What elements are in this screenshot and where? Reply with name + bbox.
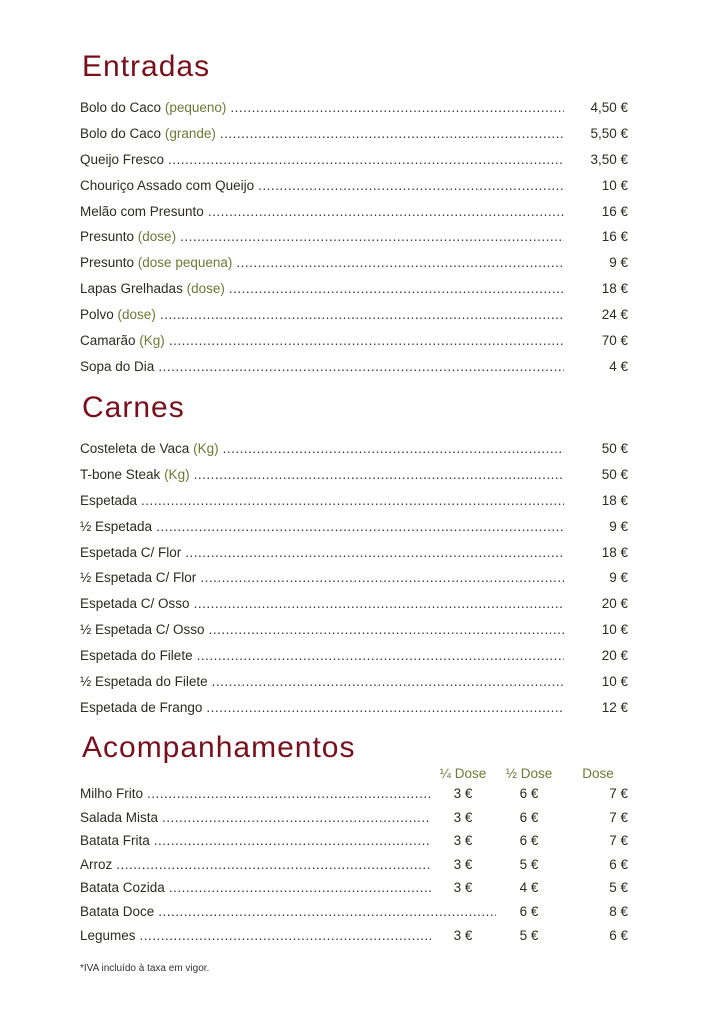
header-quarter-dose: ¼ Dose	[439, 766, 487, 781]
item-price: 50 €	[601, 441, 628, 456]
dot-leader	[169, 333, 564, 348]
item-label: Camarão	[80, 333, 136, 349]
price-quarter: 3 €	[453, 833, 473, 849]
item-name	[80, 467, 190, 482]
price-quarter: 3 €	[453, 786, 473, 801]
item-name	[80, 622, 205, 637]
item-label: Bolo do Caco	[80, 125, 162, 141]
section-title-entradas: Entradas	[82, 50, 211, 83]
header-dose: Dose	[582, 766, 614, 781]
dot-leader	[223, 441, 564, 456]
price-half: 6 €	[519, 903, 539, 919]
item-price: 10 €	[601, 177, 628, 193]
item-price: 12 €	[601, 699, 628, 715]
item-name	[80, 100, 226, 115]
item-name	[80, 359, 154, 374]
price-full: 6 €	[609, 927, 628, 943]
item-name	[80, 152, 164, 167]
item-label: Sopa do Dia	[80, 358, 155, 374]
menu-item	[80, 255, 628, 281]
menu-item	[80, 648, 628, 674]
item-price: 3,50 €	[590, 151, 628, 167]
menu-item	[80, 333, 628, 359]
item-name	[80, 700, 202, 715]
item-name: Batata Cozida	[80, 880, 165, 896]
item-label: Espetada C/ Flor	[80, 544, 182, 560]
item-label: Presunto	[80, 255, 138, 271]
item-label: Espetada	[80, 492, 138, 508]
item-name	[80, 519, 152, 534]
menu-item	[80, 100, 628, 126]
item-price: 5,50 €	[590, 125, 628, 141]
item-label: Espetada C/ Osso	[80, 596, 190, 612]
menu-item	[80, 622, 628, 648]
item-label: ½ Espetada do Filete	[80, 674, 208, 690]
price-half: 5 €	[519, 856, 539, 872]
menu-item	[80, 493, 628, 519]
item-price: 4 €	[609, 358, 628, 374]
menu-item	[80, 307, 628, 333]
price-half: 6 €	[519, 833, 539, 849]
menu-item	[80, 441, 628, 467]
dot-leader	[156, 519, 564, 534]
item-name: Milho Frito	[80, 786, 144, 801]
item-price: 9 €	[609, 570, 628, 586]
side-item	[80, 880, 628, 904]
dot-leader	[162, 810, 431, 825]
item-label: Presunto	[80, 229, 138, 245]
dot-leader	[140, 928, 431, 943]
price-quarter: 3 €	[453, 809, 473, 825]
item-price: 10 €	[601, 674, 628, 690]
item-price: 18 €	[601, 492, 628, 508]
menu-item	[80, 126, 628, 152]
item-price: 4,50 €	[590, 100, 628, 115]
menu-item	[80, 674, 628, 700]
tax-note: *IVA incluído à taxa em vigor.	[80, 963, 210, 974]
item-label: ½ Espetada	[80, 518, 153, 534]
menu-item	[80, 519, 628, 545]
item-note: (pequeno)	[164, 100, 227, 115]
item-price: 20 €	[601, 648, 628, 664]
dot-leader	[160, 307, 564, 322]
menu-item	[80, 204, 628, 230]
item-price: 10 €	[601, 622, 628, 638]
dot-leader	[197, 648, 564, 663]
item-price: 18 €	[601, 281, 628, 297]
dose-headers	[80, 766, 628, 782]
item-price: 9 €	[609, 255, 628, 271]
item-name	[80, 545, 181, 560]
item-price: 18 €	[601, 544, 628, 560]
item-name	[80, 178, 254, 193]
item-name: Salada Mista	[80, 809, 159, 825]
item-name: Arroz	[80, 856, 113, 872]
price-full: 6 €	[609, 856, 628, 872]
menu-item	[80, 178, 628, 204]
menu-item	[80, 467, 628, 493]
dot-leader	[158, 359, 564, 374]
item-name	[80, 126, 216, 141]
price-full: 7 €	[609, 833, 628, 849]
dot-leader	[168, 152, 564, 167]
item-label: T-bone Steak	[80, 466, 165, 482]
price-full: 7 €	[609, 786, 628, 801]
side-item	[80, 810, 628, 834]
item-note: (Kg)	[164, 466, 190, 482]
dot-leader	[230, 100, 564, 115]
item-name	[80, 333, 165, 348]
dot-leader	[169, 880, 431, 895]
side-item	[80, 857, 628, 881]
price-half: 6 €	[519, 809, 539, 825]
item-note: (Kg)	[139, 333, 165, 349]
item-name	[80, 441, 219, 456]
item-price: 16 €	[601, 229, 628, 245]
item-name: Batata Doce	[80, 903, 155, 919]
item-note: (grande)	[164, 125, 216, 141]
menu-item	[80, 229, 628, 255]
item-name	[80, 307, 156, 322]
side-item	[80, 786, 628, 810]
menu-item	[80, 545, 628, 571]
dot-leader	[158, 904, 496, 919]
menu-item	[80, 700, 628, 726]
item-note: (dose)	[186, 281, 225, 297]
side-item	[80, 904, 628, 928]
section-title-acompanhamentos: Acompanhamentos	[82, 731, 356, 764]
item-note: (dose pequena)	[137, 255, 233, 271]
item-name: Batata Frita	[80, 833, 150, 849]
acompanhamentos-list	[80, 786, 628, 951]
item-label: Melão com Presunto	[80, 203, 204, 219]
price-full: 8 €	[609, 903, 628, 919]
dot-leader	[200, 570, 564, 585]
item-price: 50 €	[601, 466, 628, 482]
item-label: Lapas Grelhadas	[80, 281, 183, 297]
item-price: 24 €	[601, 307, 628, 323]
item-name	[80, 596, 190, 611]
price-half: 4 €	[519, 880, 539, 896]
entradas-list	[80, 100, 628, 385]
item-name	[80, 570, 196, 585]
price-quarter: 3 €	[453, 927, 473, 943]
item-label: Espetada de Frango	[80, 699, 203, 715]
header-half-dose: ½ Dose	[505, 766, 553, 781]
dot-leader	[154, 833, 431, 848]
item-label: Chouriço Assado com Queijo	[80, 177, 255, 193]
menu-item	[80, 152, 628, 178]
dot-leader	[236, 255, 564, 270]
menu-item	[80, 359, 628, 385]
item-price: 16 €	[601, 203, 628, 219]
price-full: 5 €	[609, 880, 628, 896]
item-name	[80, 229, 176, 244]
item-note: (dose)	[117, 307, 156, 323]
item-price: 20 €	[601, 596, 628, 612]
item-label: ½ Espetada C/ Osso	[80, 622, 205, 638]
dot-leader	[116, 857, 431, 872]
item-name	[80, 674, 208, 689]
price-quarter: 3 €	[453, 880, 473, 896]
item-label: Costeleta de Vaca	[80, 441, 190, 456]
price-quarter: 3 €	[453, 856, 473, 872]
dot-leader	[258, 178, 564, 193]
price-full: 7 €	[609, 809, 628, 825]
dot-leader	[147, 786, 431, 801]
dot-leader	[209, 622, 564, 637]
item-price: 9 €	[609, 518, 628, 534]
side-item	[80, 833, 628, 857]
menu-item	[80, 281, 628, 307]
item-note: (dose)	[137, 229, 177, 245]
dot-leader	[229, 281, 564, 296]
price-half: 6 €	[519, 786, 539, 801]
section-title-carnes: Carnes	[82, 391, 185, 424]
item-label: ½ Espetada C/ Flor	[80, 570, 197, 586]
item-label: Espetada do Filete	[80, 648, 193, 664]
dot-leader	[194, 467, 564, 482]
dot-leader	[220, 126, 564, 141]
item-name	[80, 281, 225, 296]
item-price: 70 €	[601, 333, 628, 349]
dot-leader	[212, 674, 564, 689]
item-label: Polvo	[80, 307, 114, 323]
item-note: (Kg)	[193, 441, 219, 456]
item-name	[80, 648, 193, 663]
menu-item	[80, 596, 628, 622]
dot-leader	[141, 493, 564, 508]
dot-leader	[206, 700, 564, 715]
side-item	[80, 928, 628, 952]
item-label: Queijo Fresco	[80, 151, 165, 167]
dot-leader	[185, 545, 564, 560]
item-label: Bolo do Caco	[80, 100, 162, 115]
item-name	[80, 204, 204, 219]
item-name: Legumes	[80, 927, 136, 943]
dot-leader	[194, 596, 564, 611]
menu-item	[80, 570, 628, 596]
carnes-list	[80, 441, 628, 726]
price-half: 5 €	[519, 927, 539, 943]
item-name	[80, 255, 232, 270]
dot-leader	[180, 229, 564, 244]
dot-leader	[208, 204, 564, 219]
item-name	[80, 493, 137, 508]
